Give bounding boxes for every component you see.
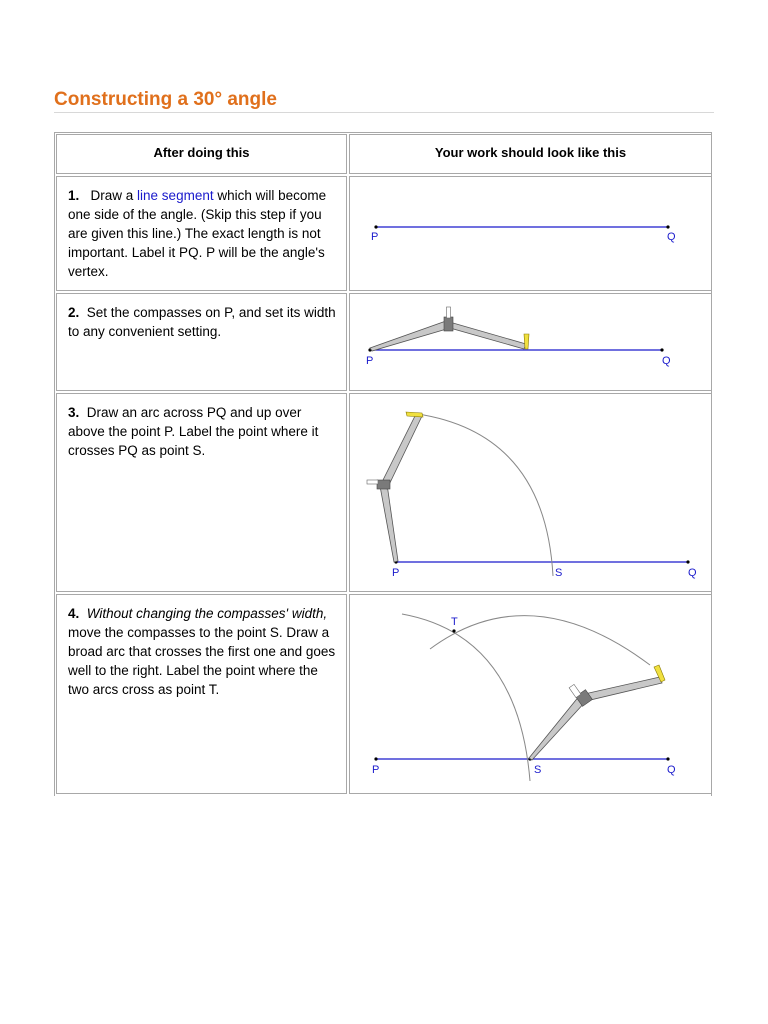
step-1-text bbox=[56, 176, 347, 291]
point-q bbox=[686, 560, 689, 563]
arc-1 bbox=[402, 614, 530, 781]
step-2-text bbox=[56, 293, 347, 391]
step-4-body: move the compasses to the point S. Draw a broad arc that crosses the first one and goes well to the right. Label the point where the two arcs cross as point T. bbox=[68, 625, 336, 697]
step-2-body: Set the compasses on P, and set its width to any convenient setting. bbox=[68, 305, 336, 339]
step-2-number: 2. bbox=[68, 305, 80, 320]
step-4-number: 4. bbox=[68, 606, 80, 621]
col-header-instructions-label: After doing this bbox=[153, 145, 250, 160]
point-t bbox=[452, 629, 455, 632]
label-p: P bbox=[371, 231, 379, 243]
step-3-number: 3. bbox=[68, 405, 80, 420]
arc-2 bbox=[430, 616, 650, 665]
point-q bbox=[666, 757, 669, 760]
label-q: Q bbox=[688, 567, 697, 579]
step-4-text bbox=[56, 594, 347, 794]
step-4-emphasis: Without changing the compasses' width, bbox=[86, 606, 328, 621]
step-3-figure bbox=[349, 393, 712, 592]
step-4-figure bbox=[349, 594, 712, 794]
figure-compass-on-p bbox=[350, 294, 711, 390]
point-q bbox=[660, 348, 663, 351]
label-q: Q bbox=[667, 764, 676, 776]
step-1-post: which will become one side of the angle. (Skip this step if you are given this line.) The exact length is not important. Label it PQ. P will be the angle's vertex. bbox=[68, 188, 327, 279]
line-segment-link[interactable]: line segment bbox=[137, 188, 214, 203]
label-s: S bbox=[555, 567, 563, 579]
step-1-pre: Draw a bbox=[90, 188, 138, 203]
step-1-number: 1. bbox=[68, 188, 80, 203]
step-3-text bbox=[56, 393, 347, 592]
compass-icon bbox=[370, 307, 529, 351]
label-p: P bbox=[366, 355, 374, 367]
label-q: Q bbox=[662, 355, 671, 367]
label-q: Q bbox=[667, 231, 676, 243]
figure-arc-from-s bbox=[350, 595, 711, 793]
label-p: P bbox=[372, 764, 380, 776]
arc-1 bbox=[418, 414, 553, 576]
title-divider bbox=[54, 112, 714, 113]
page-title: Constructing a 30° angle bbox=[54, 89, 277, 110]
step-3-body: Draw an arc across PQ and up over above the point P. Label the point where it crosses PQ as point S. bbox=[68, 405, 319, 458]
step-1-figure bbox=[349, 176, 712, 291]
point-q bbox=[666, 225, 669, 228]
step-2-figure bbox=[349, 293, 712, 391]
col-header-illustration-label: Your work should look like this bbox=[434, 145, 627, 160]
point-p bbox=[374, 225, 377, 228]
figure-arc-from-p bbox=[350, 394, 711, 591]
label-t: T bbox=[451, 616, 458, 628]
label-p: P bbox=[392, 567, 400, 579]
col-header-instructions bbox=[56, 134, 347, 174]
point-p bbox=[374, 757, 377, 760]
compass-icon bbox=[367, 412, 423, 562]
col-header-illustration bbox=[349, 134, 712, 174]
label-s: S bbox=[534, 764, 542, 776]
figure-line-pq bbox=[350, 177, 711, 290]
compass-icon bbox=[529, 665, 665, 760]
